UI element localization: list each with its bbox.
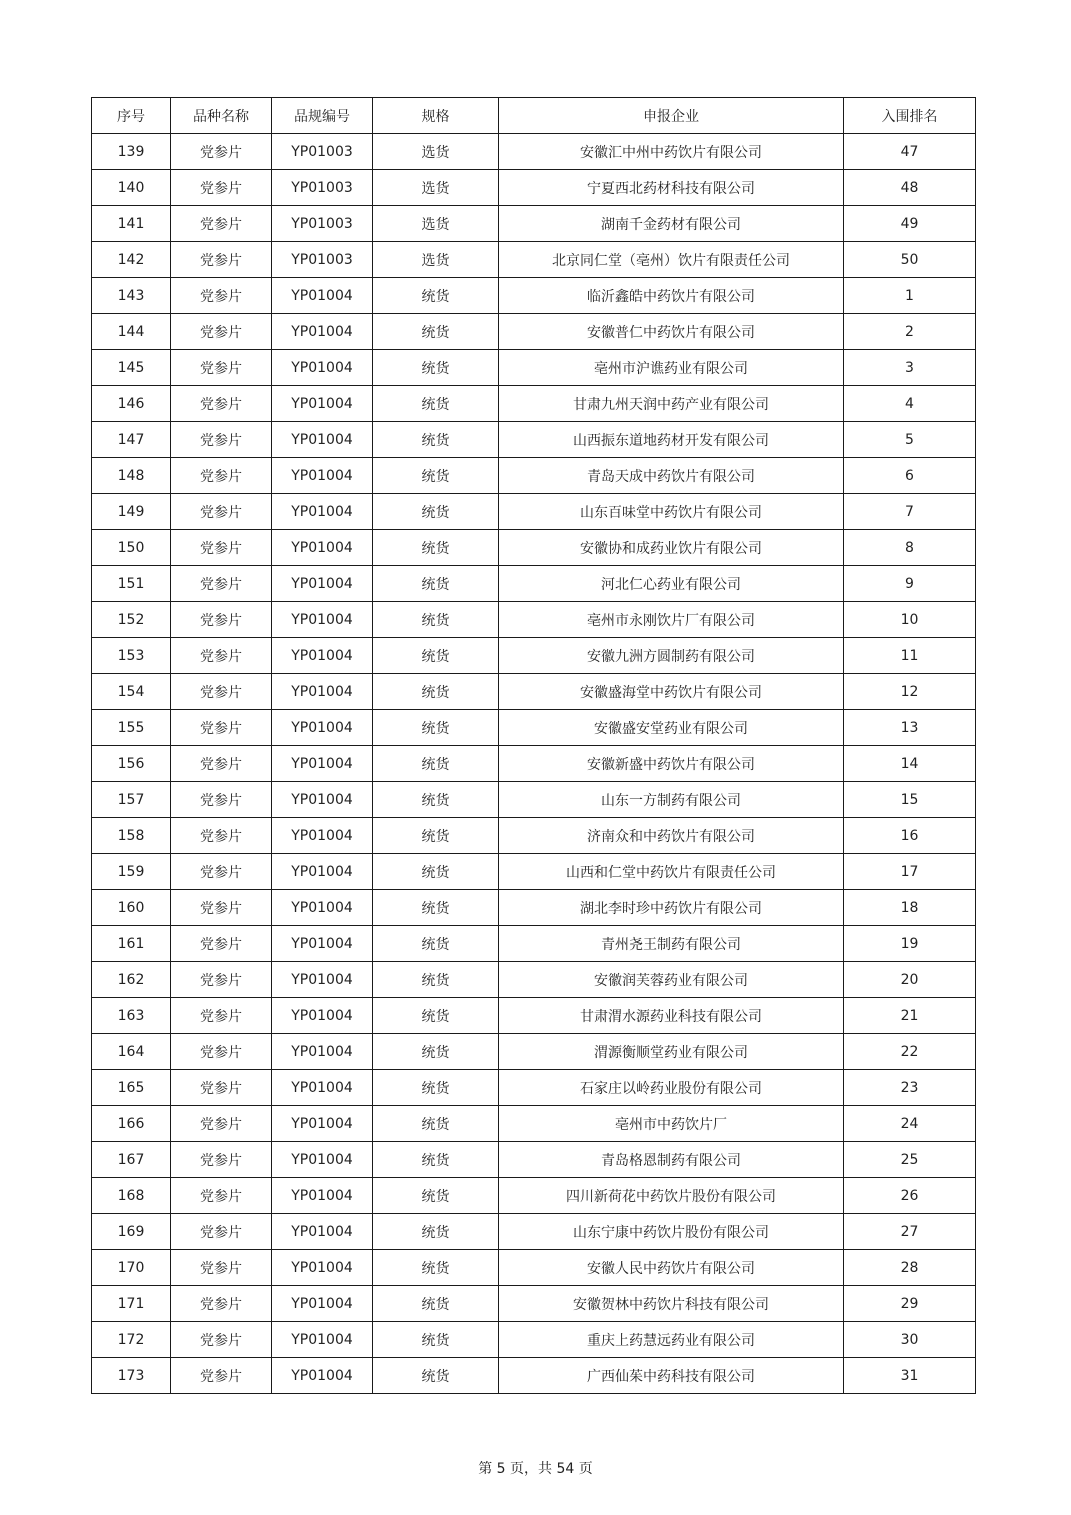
cell-applicant-company: 湖北李时珍中药饮片有限公司 <box>499 890 844 926</box>
table-row <box>92 1214 976 1250</box>
cell-spec-code: YP01004 <box>272 998 373 1034</box>
cell-ranking: 8 <box>844 530 976 566</box>
cell-ranking: 21 <box>844 998 976 1034</box>
cell-applicant-company: 青州尧王制药有限公司 <box>499 926 844 962</box>
table-row <box>92 1322 976 1358</box>
table-row <box>92 926 976 962</box>
cell-specification: 统货 <box>373 1070 499 1106</box>
page-number: 第 5 页，共 54 页 <box>478 1461 593 1477</box>
cell-applicant-company: 四川新荷花中药饮片股份有限公司 <box>499 1178 844 1214</box>
cell-applicant-company: 安徽贺林中药饮片科技有限公司 <box>499 1286 844 1322</box>
cell-variety-name: 党参片 <box>171 710 272 746</box>
cell-spec-code: YP01004 <box>272 1034 373 1070</box>
cell-variety-name: 党参片 <box>171 170 272 206</box>
cell-specification: 统货 <box>373 1322 499 1358</box>
cell-variety-name: 党参片 <box>171 386 272 422</box>
cell-applicant-company: 安徽汇中州中药饮片有限公司 <box>499 134 844 170</box>
table-row <box>92 962 976 998</box>
cell-serial: 164 <box>92 1034 171 1070</box>
cell-variety-name: 党参片 <box>171 1250 272 1286</box>
cell-variety-name: 党参片 <box>171 494 272 530</box>
cell-serial: 142 <box>92 242 171 278</box>
cell-specification: 统货 <box>373 530 499 566</box>
cell-ranking: 26 <box>844 1178 976 1214</box>
table-row <box>92 1142 976 1178</box>
cell-applicant-company: 广西仙茱中药科技有限公司 <box>499 1358 844 1394</box>
table-row <box>92 458 976 494</box>
table-row <box>92 1358 976 1394</box>
column-header-serial: 序号 <box>92 98 171 134</box>
cell-spec-code: YP01004 <box>272 1178 373 1214</box>
table-row <box>92 602 976 638</box>
cell-serial: 154 <box>92 674 171 710</box>
cell-variety-name: 党参片 <box>171 998 272 1034</box>
table-row <box>92 134 976 170</box>
cell-specification: 统货 <box>373 422 499 458</box>
cell-serial: 172 <box>92 1322 171 1358</box>
results-table <box>91 97 976 1394</box>
cell-applicant-company: 亳州市沪谯药业有限公司 <box>499 350 844 386</box>
cell-specification: 统货 <box>373 350 499 386</box>
cell-serial: 147 <box>92 422 171 458</box>
table-row <box>92 746 976 782</box>
cell-variety-name: 党参片 <box>171 1322 272 1358</box>
cell-spec-code: YP01004 <box>272 674 373 710</box>
cell-spec-code: YP01004 <box>272 566 373 602</box>
cell-ranking: 50 <box>844 242 976 278</box>
cell-ranking: 20 <box>844 962 976 998</box>
cell-ranking: 17 <box>844 854 976 890</box>
cell-applicant-company: 青岛天成中药饮片有限公司 <box>499 458 844 494</box>
cell-serial: 144 <box>92 314 171 350</box>
cell-variety-name: 党参片 <box>171 566 272 602</box>
cell-variety-name: 党参片 <box>171 350 272 386</box>
cell-specification: 统货 <box>373 1142 499 1178</box>
cell-variety-name: 党参片 <box>171 530 272 566</box>
cell-spec-code: YP01004 <box>272 818 373 854</box>
table-row <box>92 638 976 674</box>
cell-spec-code: YP01004 <box>272 422 373 458</box>
cell-spec-code: YP01004 <box>272 602 373 638</box>
table-row <box>92 566 976 602</box>
cell-serial: 143 <box>92 278 171 314</box>
table-row <box>92 854 976 890</box>
cell-applicant-company: 安徽协和成药业饮片有限公司 <box>499 530 844 566</box>
cell-variety-name: 党参片 <box>171 1070 272 1106</box>
cell-ranking: 10 <box>844 602 976 638</box>
table-row <box>92 1286 976 1322</box>
cell-specification: 选货 <box>373 134 499 170</box>
cell-applicant-company: 甘肃渭水源药业科技有限公司 <box>499 998 844 1034</box>
cell-specification: 选货 <box>373 206 499 242</box>
column-header-spec-code: 品规编号 <box>272 98 373 134</box>
cell-serial: 152 <box>92 602 171 638</box>
cell-specification: 统货 <box>373 458 499 494</box>
cell-spec-code: YP01003 <box>272 206 373 242</box>
cell-specification: 统货 <box>373 890 499 926</box>
cell-ranking: 22 <box>844 1034 976 1070</box>
cell-serial: 157 <box>92 782 171 818</box>
cell-specification: 统货 <box>373 854 499 890</box>
cell-variety-name: 党参片 <box>171 1106 272 1142</box>
cell-spec-code: YP01004 <box>272 278 373 314</box>
cell-applicant-company: 安徽盛海堂中药饮片有限公司 <box>499 674 844 710</box>
table-row <box>92 1250 976 1286</box>
cell-applicant-company: 济南众和中药饮片有限公司 <box>499 818 844 854</box>
cell-variety-name: 党参片 <box>171 962 272 998</box>
cell-applicant-company: 安徽人民中药饮片有限公司 <box>499 1250 844 1286</box>
cell-spec-code: YP01004 <box>272 638 373 674</box>
cell-serial: 169 <box>92 1214 171 1250</box>
cell-spec-code: YP01004 <box>272 350 373 386</box>
cell-spec-code: YP01004 <box>272 854 373 890</box>
cell-specification: 统货 <box>373 1286 499 1322</box>
cell-serial: 140 <box>92 170 171 206</box>
cell-spec-code: YP01004 <box>272 1250 373 1286</box>
cell-specification: 统货 <box>373 1034 499 1070</box>
cell-specification: 统货 <box>373 1178 499 1214</box>
cell-variety-name: 党参片 <box>171 782 272 818</box>
cell-ranking: 12 <box>844 674 976 710</box>
cell-ranking: 30 <box>844 1322 976 1358</box>
table-row <box>92 1070 976 1106</box>
cell-specification: 统货 <box>373 566 499 602</box>
cell-variety-name: 党参片 <box>171 926 272 962</box>
table-row <box>92 890 976 926</box>
cell-spec-code: YP01004 <box>272 530 373 566</box>
cell-specification: 统货 <box>373 1358 499 1394</box>
cell-applicant-company: 渭源衡顺堂药业有限公司 <box>499 1034 844 1070</box>
cell-applicant-company: 安徽盛安堂药业有限公司 <box>499 710 844 746</box>
cell-applicant-company: 亳州市中药饮片厂 <box>499 1106 844 1142</box>
cell-variety-name: 党参片 <box>171 1034 272 1070</box>
table-row <box>92 674 976 710</box>
cell-specification: 统货 <box>373 782 499 818</box>
cell-variety-name: 党参片 <box>171 1142 272 1178</box>
cell-variety-name: 党参片 <box>171 638 272 674</box>
cell-serial: 149 <box>92 494 171 530</box>
cell-applicant-company: 石家庄以岭药业股份有限公司 <box>499 1070 844 1106</box>
cell-variety-name: 党参片 <box>171 134 272 170</box>
cell-serial: 162 <box>92 962 171 998</box>
cell-spec-code: YP01003 <box>272 242 373 278</box>
cell-serial: 165 <box>92 1070 171 1106</box>
cell-applicant-company: 北京同仁堂（亳州）饮片有限责任公司 <box>499 242 844 278</box>
cell-specification: 统货 <box>373 674 499 710</box>
table-row <box>92 710 976 746</box>
cell-spec-code: YP01004 <box>272 962 373 998</box>
cell-specification: 统货 <box>373 494 499 530</box>
cell-ranking: 7 <box>844 494 976 530</box>
table-row <box>92 278 976 314</box>
cell-ranking: 14 <box>844 746 976 782</box>
cell-ranking: 19 <box>844 926 976 962</box>
cell-spec-code: YP01004 <box>272 494 373 530</box>
cell-specification: 统货 <box>373 962 499 998</box>
cell-applicant-company: 河北仁心药业有限公司 <box>499 566 844 602</box>
cell-spec-code: YP01004 <box>272 314 373 350</box>
cell-serial: 166 <box>92 1106 171 1142</box>
table-row <box>92 242 976 278</box>
cell-serial: 156 <box>92 746 171 782</box>
cell-applicant-company: 青岛格恩制药有限公司 <box>499 1142 844 1178</box>
cell-variety-name: 党参片 <box>171 1178 272 1214</box>
cell-specification: 统货 <box>373 746 499 782</box>
cell-spec-code: YP01004 <box>272 890 373 926</box>
table-row <box>92 1034 976 1070</box>
cell-ranking: 4 <box>844 386 976 422</box>
cell-ranking: 9 <box>844 566 976 602</box>
table-row <box>92 206 976 242</box>
cell-applicant-company: 山西和仁堂中药饮片有限责任公司 <box>499 854 844 890</box>
cell-variety-name: 党参片 <box>171 674 272 710</box>
cell-ranking: 1 <box>844 278 976 314</box>
cell-specification: 统货 <box>373 278 499 314</box>
cell-serial: 159 <box>92 854 171 890</box>
cell-spec-code: YP01004 <box>272 1106 373 1142</box>
cell-ranking: 25 <box>844 1142 976 1178</box>
cell-applicant-company: 甘肃九州天润中药产业有限公司 <box>499 386 844 422</box>
cell-spec-code: YP01004 <box>272 386 373 422</box>
cell-ranking: 23 <box>844 1070 976 1106</box>
cell-applicant-company: 安徽普仁中药饮片有限公司 <box>499 314 844 350</box>
cell-variety-name: 党参片 <box>171 206 272 242</box>
cell-variety-name: 党参片 <box>171 602 272 638</box>
column-header-ranking: 入围排名 <box>844 98 976 134</box>
table-row <box>92 314 976 350</box>
cell-variety-name: 党参片 <box>171 422 272 458</box>
cell-ranking: 2 <box>844 314 976 350</box>
cell-applicant-company: 山西振东道地药材开发有限公司 <box>499 422 844 458</box>
cell-applicant-company: 安徽润芙蓉药业有限公司 <box>499 962 844 998</box>
cell-specification: 统货 <box>373 818 499 854</box>
cell-serial: 173 <box>92 1358 171 1394</box>
column-header-applicant-company: 申报企业 <box>499 98 844 134</box>
table-row <box>92 494 976 530</box>
cell-serial: 150 <box>92 530 171 566</box>
cell-variety-name: 党参片 <box>171 1358 272 1394</box>
cell-applicant-company: 安徽新盛中药饮片有限公司 <box>499 746 844 782</box>
cell-serial: 170 <box>92 1250 171 1286</box>
cell-applicant-company: 亳州市永刚饮片厂有限公司 <box>499 602 844 638</box>
cell-applicant-company: 山东宁康中药饮片股份有限公司 <box>499 1214 844 1250</box>
cell-ranking: 3 <box>844 350 976 386</box>
cell-applicant-company: 湖南千金药材有限公司 <box>499 206 844 242</box>
cell-ranking: 13 <box>844 710 976 746</box>
cell-applicant-company: 临沂鑫皓中药饮片有限公司 <box>499 278 844 314</box>
cell-serial: 146 <box>92 386 171 422</box>
cell-variety-name: 党参片 <box>171 854 272 890</box>
cell-serial: 160 <box>92 890 171 926</box>
table-row <box>92 530 976 566</box>
cell-ranking: 16 <box>844 818 976 854</box>
cell-specification: 统货 <box>373 386 499 422</box>
table-row <box>92 1178 976 1214</box>
cell-ranking: 49 <box>844 206 976 242</box>
cell-serial: 155 <box>92 710 171 746</box>
cell-serial: 161 <box>92 926 171 962</box>
table-row <box>92 170 976 206</box>
cell-spec-code: YP01004 <box>272 1142 373 1178</box>
cell-variety-name: 党参片 <box>171 278 272 314</box>
cell-serial: 139 <box>92 134 171 170</box>
table-row <box>92 350 976 386</box>
cell-serial: 148 <box>92 458 171 494</box>
cell-variety-name: 党参片 <box>171 1214 272 1250</box>
table-row <box>92 782 976 818</box>
cell-spec-code: YP01004 <box>272 926 373 962</box>
cell-variety-name: 党参片 <box>171 818 272 854</box>
cell-spec-code: YP01004 <box>272 710 373 746</box>
cell-spec-code: YP01004 <box>272 1214 373 1250</box>
cell-specification: 统货 <box>373 926 499 962</box>
table-row <box>92 422 976 458</box>
cell-applicant-company: 山东百味堂中药饮片有限公司 <box>499 494 844 530</box>
cell-ranking: 11 <box>844 638 976 674</box>
cell-specification: 统货 <box>373 998 499 1034</box>
cell-ranking: 31 <box>844 1358 976 1394</box>
cell-variety-name: 党参片 <box>171 890 272 926</box>
cell-ranking: 29 <box>844 1286 976 1322</box>
cell-variety-name: 党参片 <box>171 1286 272 1322</box>
cell-specification: 统货 <box>373 1106 499 1142</box>
table-row <box>92 998 976 1034</box>
cell-serial: 153 <box>92 638 171 674</box>
cell-spec-code: YP01004 <box>272 782 373 818</box>
cell-spec-code: YP01003 <box>272 170 373 206</box>
cell-ranking: 6 <box>844 458 976 494</box>
cell-serial: 171 <box>92 1286 171 1322</box>
table-row <box>92 1106 976 1142</box>
cell-specification: 统货 <box>373 602 499 638</box>
cell-applicant-company: 重庆上药慧远药业有限公司 <box>499 1322 844 1358</box>
cell-ranking: 24 <box>844 1106 976 1142</box>
cell-serial: 163 <box>92 998 171 1034</box>
cell-serial: 167 <box>92 1142 171 1178</box>
cell-ranking: 48 <box>844 170 976 206</box>
cell-serial: 158 <box>92 818 171 854</box>
cell-applicant-company: 宁夏西北药材科技有限公司 <box>499 170 844 206</box>
cell-spec-code: YP01004 <box>272 1322 373 1358</box>
table-row <box>92 818 976 854</box>
cell-specification: 统货 <box>373 710 499 746</box>
cell-variety-name: 党参片 <box>171 242 272 278</box>
cell-spec-code: YP01003 <box>272 134 373 170</box>
cell-specification: 统货 <box>373 638 499 674</box>
table-header-row <box>92 98 976 134</box>
cell-serial: 168 <box>92 1178 171 1214</box>
cell-specification: 选货 <box>373 242 499 278</box>
table-row <box>92 386 976 422</box>
cell-specification: 统货 <box>373 1214 499 1250</box>
cell-specification: 统货 <box>373 314 499 350</box>
cell-ranking: 47 <box>844 134 976 170</box>
cell-specification: 统货 <box>373 1250 499 1286</box>
cell-ranking: 18 <box>844 890 976 926</box>
cell-spec-code: YP01004 <box>272 1070 373 1106</box>
column-header-variety-name: 品种名称 <box>171 98 272 134</box>
cell-serial: 141 <box>92 206 171 242</box>
cell-serial: 145 <box>92 350 171 386</box>
cell-ranking: 15 <box>844 782 976 818</box>
cell-variety-name: 党参片 <box>171 458 272 494</box>
cell-spec-code: YP01004 <box>272 1286 373 1322</box>
cell-variety-name: 党参片 <box>171 314 272 350</box>
cell-ranking: 28 <box>844 1250 976 1286</box>
cell-spec-code: YP01004 <box>272 1358 373 1394</box>
cell-variety-name: 党参片 <box>171 746 272 782</box>
cell-spec-code: YP01004 <box>272 746 373 782</box>
cell-applicant-company: 山东一方制药有限公司 <box>499 782 844 818</box>
cell-spec-code: YP01004 <box>272 458 373 494</box>
column-header-specification: 规格 <box>373 98 499 134</box>
cell-serial: 151 <box>92 566 171 602</box>
cell-ranking: 27 <box>844 1214 976 1250</box>
cell-specification: 选货 <box>373 170 499 206</box>
cell-ranking: 5 <box>844 422 976 458</box>
table-body <box>92 134 976 1394</box>
cell-applicant-company: 安徽九洲方圆制药有限公司 <box>499 638 844 674</box>
